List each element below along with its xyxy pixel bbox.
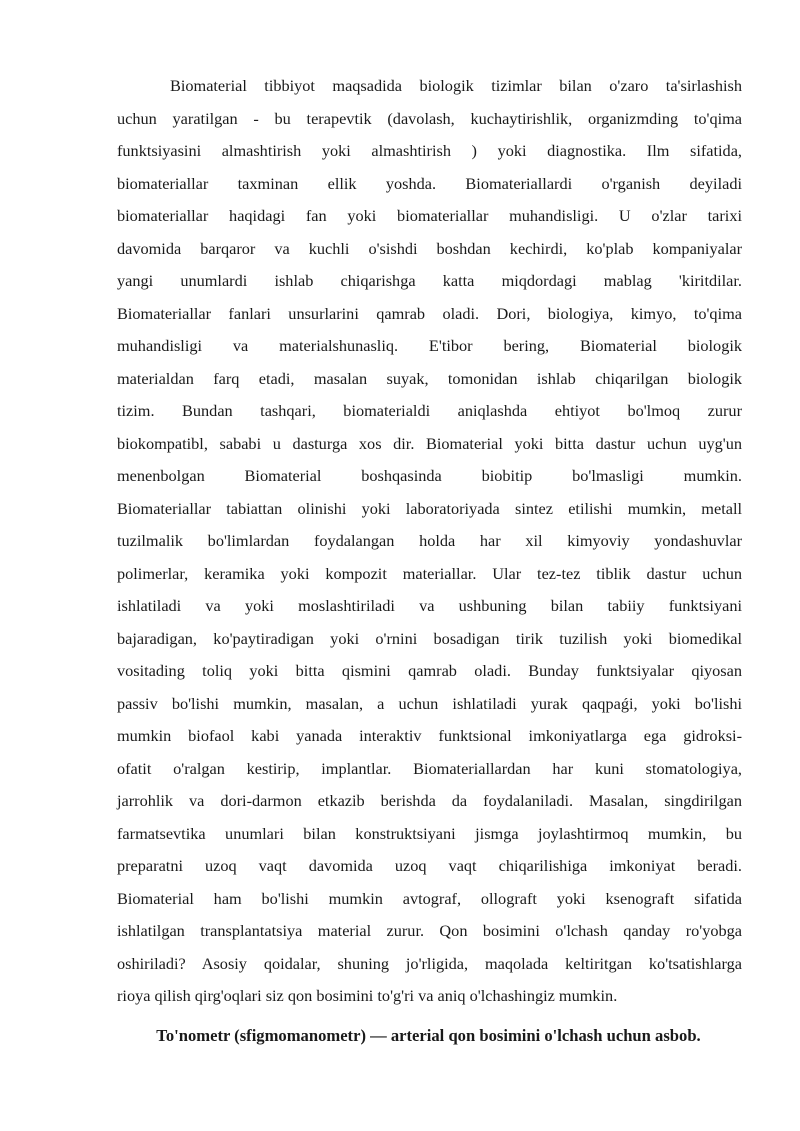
paragraph-line: oshiriladi? Asosiy qoidalar, shuning jo'rligida, maqolada keltiritgan ko'tsatishlarga — [117, 953, 742, 973]
paragraph-line: menenbolgan Biomaterial boshqasinda biobitip bo'lmasligi mumkin. — [117, 466, 742, 485]
paragraph-line: yangi unumlardi ishlab chiqarishga katta miqdordagi mablag 'kiritdilar. — [117, 271, 742, 290]
paragraph-line: Biomateriallar tabiattan olinishi yoki laboratoriyada sintez etilishi mumkin, metall — [117, 498, 742, 518]
paragraph-line: preparatni uzoq vaqt davomida uzoq vaqt chiqarilishiga imkoniyat beradi. — [117, 856, 742, 875]
section-heading: To'nometr (sfigmomanometr) — arterial qon bosimini o'lchash uchun asbob. — [156, 1026, 701, 1045]
paragraph-line: ishlatilgan transplantatsiya material zurur. Qon bosimini o'lchash qanday ro'yobga — [117, 921, 742, 940]
paragraph-line: biomateriallar taxminan ellik yoshda. Biomateriallardi o'rganish deyiladi — [117, 173, 742, 193]
paragraph-line: funktsiyasini almashtirish yoki almashtirish ) yoki diagnostika. Ilm sifatida, — [117, 141, 742, 160]
paragraph-line: mumkin biofaol kabi yanada interaktiv funktsional imkoniyatlarga ega gidroksi- — [117, 726, 742, 745]
paragraph-line: bajaradigan, ko'paytiradigan yoki o'rnini bosadigan tirik tuzilish yoki biomedikal — [117, 628, 742, 648]
paragraph-line: farmatsevtika unumlari bilan konstruktsiyani jismga joylashtirmoq mumkin, bu — [117, 823, 742, 843]
paragraph-line: polimerlar, keramika yoki kompozit materiallar. Ular tez-tez tiblik dastur uchun — [117, 563, 742, 583]
paragraph-line: jarrohlik va dori-darmon etkazib berishda da foydalaniladi. Masalan, singdirilgan — [117, 791, 742, 810]
paragraph-line: passiv bo'lishi mumkin, masalan, a uchun ishlatiladi yurak qaqpaǵi, yoki bo'lishi — [117, 693, 742, 713]
paragraph-line: rioya qilish qirg'oqlari siz qon bosimini to'g'ri va aniq o'lchashingiz mumkin. — [117, 986, 618, 1005]
paragraph-line: vositading toliq yoki bitta qismini qamrab oladi. Bunday funktsiyalar qiyosan — [117, 661, 742, 680]
paragraph-line: tizim. Bundan tashqari, biomaterialdi aniqlashda ehtiyot bo'lmoq zurur — [117, 401, 742, 420]
paragraph-line: ishlatiladi va yoki moslashtiriladi va ushbuning bilan tabiiy funktsiyani — [117, 596, 742, 615]
paragraph-line: ofatit o'ralgan kestirip, implantlar. Biomateriallardan har kuni stomatologiya, — [117, 758, 742, 778]
paragraph-line: Biomaterial ham bo'lishi mumkin avtograf, ollograft yoki ksenograft sifatida — [117, 888, 742, 908]
paragraph-line: tuzilmalik bo'limlardan foydalangan holda har xil kimyoviy yondashuvlar — [117, 531, 742, 550]
paragraph-line: biokompatibl, sababi u dasturga xos dir. Biomaterial yoki bitta dastur uchun uyg'un — [117, 433, 742, 453]
paragraph-line: Biomateriallar fanlari unsurlarini qamrab oladi. Dori, biologiya, kimyo, to'qima — [117, 303, 742, 323]
paragraph-line: biomateriallar haqidagi fan yoki biomateriallar muhandisligi. U o'zlar tarixi — [117, 206, 742, 225]
paragraph-line: uchun yaratilgan - bu terapevtik (davolash, kuchaytirishlik, organizmding to'qima — [117, 108, 742, 128]
paragraph-line: materialdan farq etadi, masalan suyak, tomonidan ishlab chiqarilgan biologik — [117, 368, 742, 388]
paragraph-line: davomida barqaror va kuchli o'sishdi boshdan kechirdi, ko'plab kompaniyalar — [117, 238, 742, 258]
paragraph-line: Biomaterial tibbiyot maqsadida biologik tizimlar bilan o'zaro ta'sirlashish — [170, 76, 742, 95]
body-paragraph — [117, 70, 742, 1013]
paragraph-line: muhandisligi va materialshunasliq. E'tibor bering, Biomaterial biologik — [117, 336, 742, 355]
